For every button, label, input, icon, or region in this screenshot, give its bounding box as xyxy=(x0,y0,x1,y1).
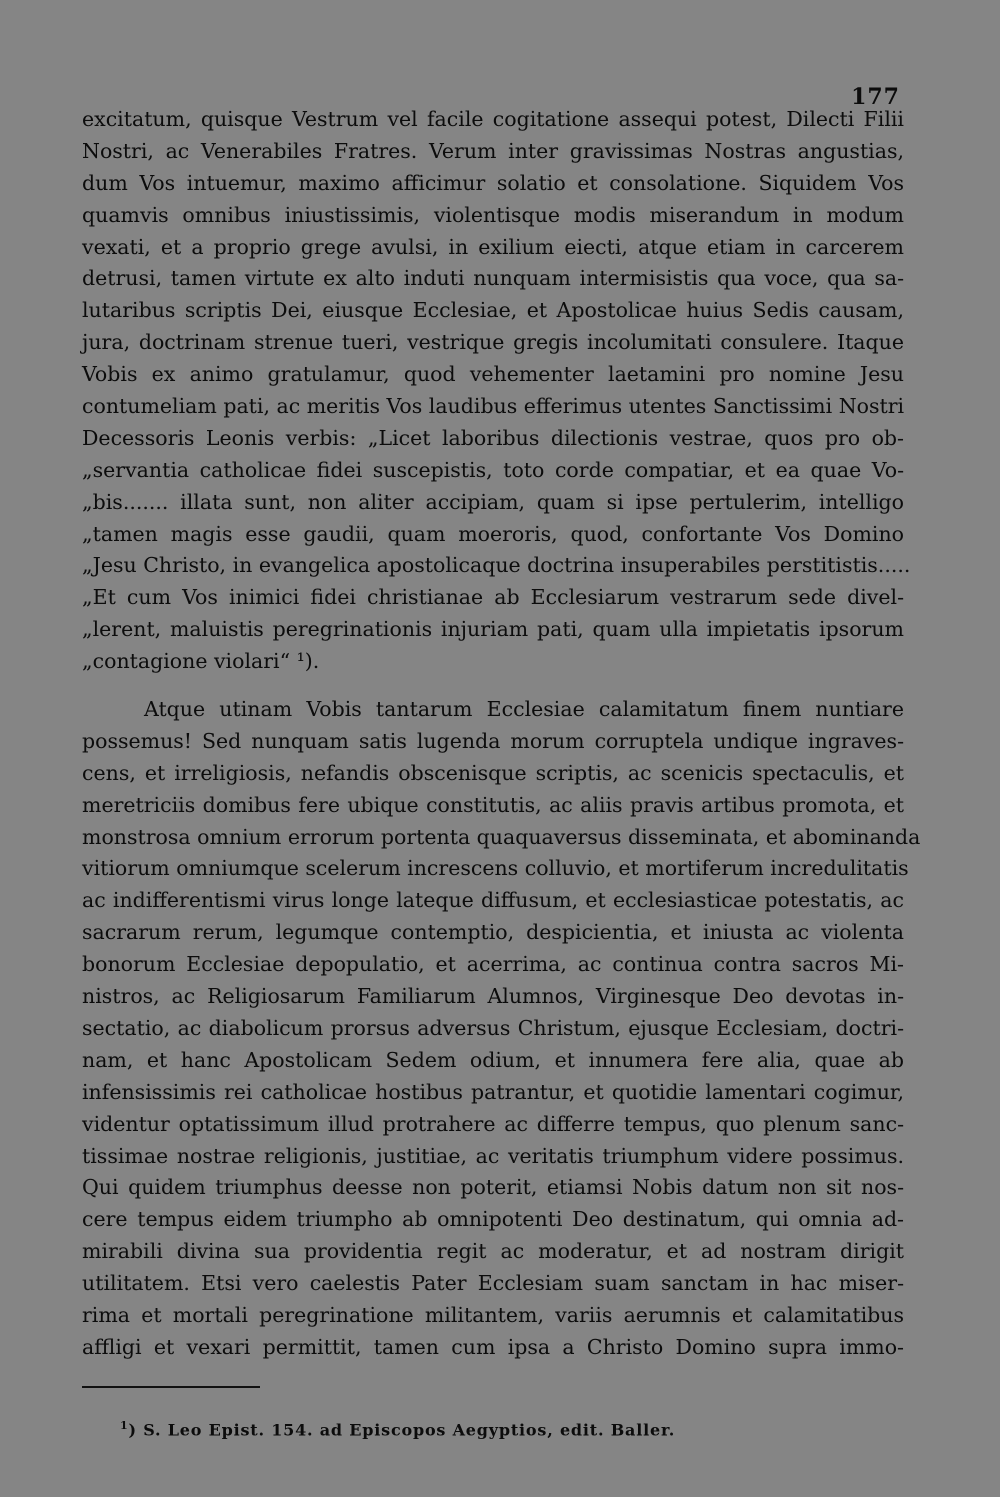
footnote-rule xyxy=(82,1386,260,1388)
text-line: monstrosa omnium errorum portenta quaquaversus disseminata, et abominanda xyxy=(82,824,921,849)
text-line: excitatum, quisque Vestrum vel facile cogitatione assequi potest, Dilecti Filii xyxy=(82,107,904,131)
text-line: meretriciis domibus fere ubique constitutis, ac aliis pravis artibus promota, et xyxy=(82,792,904,817)
text-line: infensissimis rei catholicae hostibus patrantur, et quotidie lamentari cogimur, xyxy=(82,1079,904,1104)
paragraph-2 xyxy=(82,694,921,1364)
text-line: tissimae nostrae religionis, justitiae, ac veritatis triumphum videre possimus. xyxy=(82,1143,904,1168)
text-line: „contagione violari“ ¹). xyxy=(82,649,320,674)
text-line: quamvis omnibus iniustissimis, violentisque modis miserandum in modum xyxy=(82,202,904,227)
text-line: Nostri, ac Venerabiles Fratres. Verum inter gravissimas Nostras angustias, xyxy=(82,138,904,163)
text-line: ac indifferentismi virus longe lateque diffusum, et ecclesiasticae potestatis, ac xyxy=(82,888,904,913)
text-line: vitiorum omniumque scelerum increscens colluvio, et mortiferum incredulitatis xyxy=(82,856,909,881)
text-line: dum Vos intuemur, maximo afficimur solatio et consolatione. Siquidem Vos xyxy=(82,170,904,195)
text-line: rima et mortali peregrinatione militantem, variis aerumnis et calamitatibus xyxy=(82,1302,904,1327)
text-line: „Jesu Christo, in evangelica apostolicaque doctrina insuperabiles perstitistis..... xyxy=(82,553,911,578)
text-line: videntur optatissimum illud protrahere ac differre tempus, quo plenum sanc- xyxy=(82,1111,904,1136)
page-number: 177 xyxy=(851,84,900,110)
text-line: Atque utinam Vobis tantarum Ecclesiae calamitatum finem nuntiare xyxy=(144,697,904,722)
text-line: sacrarum rerum, legumque contemptio, despicientia, et iniusta ac violenta xyxy=(82,920,904,945)
text-line: „lerent, maluistis peregrinationis injuriam pati, quam ulla impietatis ipsorum xyxy=(82,617,904,642)
text-line: contumeliam pati, ac meritis Vos laudibus efferimus utentes Sanctissimi Nostri xyxy=(82,394,905,419)
text-line: cens, et irreligiosis, nefandis obscenisque scriptis, ac scenicis spectaculis, et xyxy=(82,760,904,785)
text-line: vexati, et a proprio grege avulsi, in exilium eiecti, atque etiam in carcerem xyxy=(82,234,904,259)
text-line: lutaribus scriptis Dei, eiusque Ecclesiae, et Apostolicae huius Sedis causam, xyxy=(82,298,904,323)
text-line: Decessoris Leonis verbis: „Licet laboribus dilectionis vestrae, quos pro ob- xyxy=(82,425,904,450)
text-line: Vobis ex animo gratulamur, quod vehementer laetamini pro nomine Jesu xyxy=(82,362,904,387)
text-line: Qui quidem triumphus deesse non poterit, etiamsi Nobis datum non sit nos- xyxy=(82,1175,904,1200)
paragraph-gap xyxy=(82,678,904,694)
text-line: mirabili divina sua providentia regit ac moderatur, et ad nostram dirigit xyxy=(82,1239,904,1264)
paragraph-1 xyxy=(82,104,911,678)
text-line: „servantia catholicae fidei suscepistis, toto corde compatiar, et ea quae Vo- xyxy=(82,457,904,482)
text-line: bonorum Ecclesiae depopulatio, et acerrima, ac continua contra sacros Mi- xyxy=(82,952,904,977)
text-line: „bis....... illata sunt, non aliter accipiam, quam si ipse pertulerim, intelligo xyxy=(82,489,904,514)
text-line: „tamen magis esse gaudii, quam moeroris, quod, confortante Vos Domino xyxy=(82,521,904,546)
text-line: affligi et vexari permittit, tamen cum ipsa a Christo Domino supra immo- xyxy=(82,1334,904,1359)
text-line: nam, et hanc Apostolicam Sedem odium, et innumera fere alia, quae ab xyxy=(82,1047,904,1072)
text-line: jura, doctrinam strenue tueri, vestrique gregis incolumitati consulere. Itaque xyxy=(82,330,904,355)
text-line: nistros, ac Religiosarum Familiarum Alumnos, Virginesque Deo devotas in- xyxy=(82,984,904,1009)
body-text xyxy=(82,104,921,1364)
footnote-marker: 1 xyxy=(120,1419,129,1432)
text-line: cere tempus eidem triumpho ab omnipotenti Deo destinatum, qui omnia ad- xyxy=(82,1207,904,1232)
footnote xyxy=(120,1419,675,1439)
text-line: „Et cum Vos inimici fidei christianae ab Ecclesiarum vestrarum sede divel- xyxy=(82,585,904,610)
text-line: possemus! Sed nunquam satis lugenda morum corruptela undique ingraves- xyxy=(82,728,904,753)
text-line: utilitatem. Etsi vero caelestis Pater Ecclesiam suam sanctam in hac miser- xyxy=(82,1271,904,1296)
text-line: detrusi, tamen virtute ex alto induti nunquam intermisistis qua voce, qua sa- xyxy=(82,266,904,291)
text-line: sectatio, ac diabolicum prorsus adversus Christum, ejusque Ecclesiam, doctri- xyxy=(82,1015,904,1040)
footnote-text: ) S. Leo Epist. 154. ad Episcopos Aegyptios, edit. Baller. xyxy=(128,1420,676,1440)
